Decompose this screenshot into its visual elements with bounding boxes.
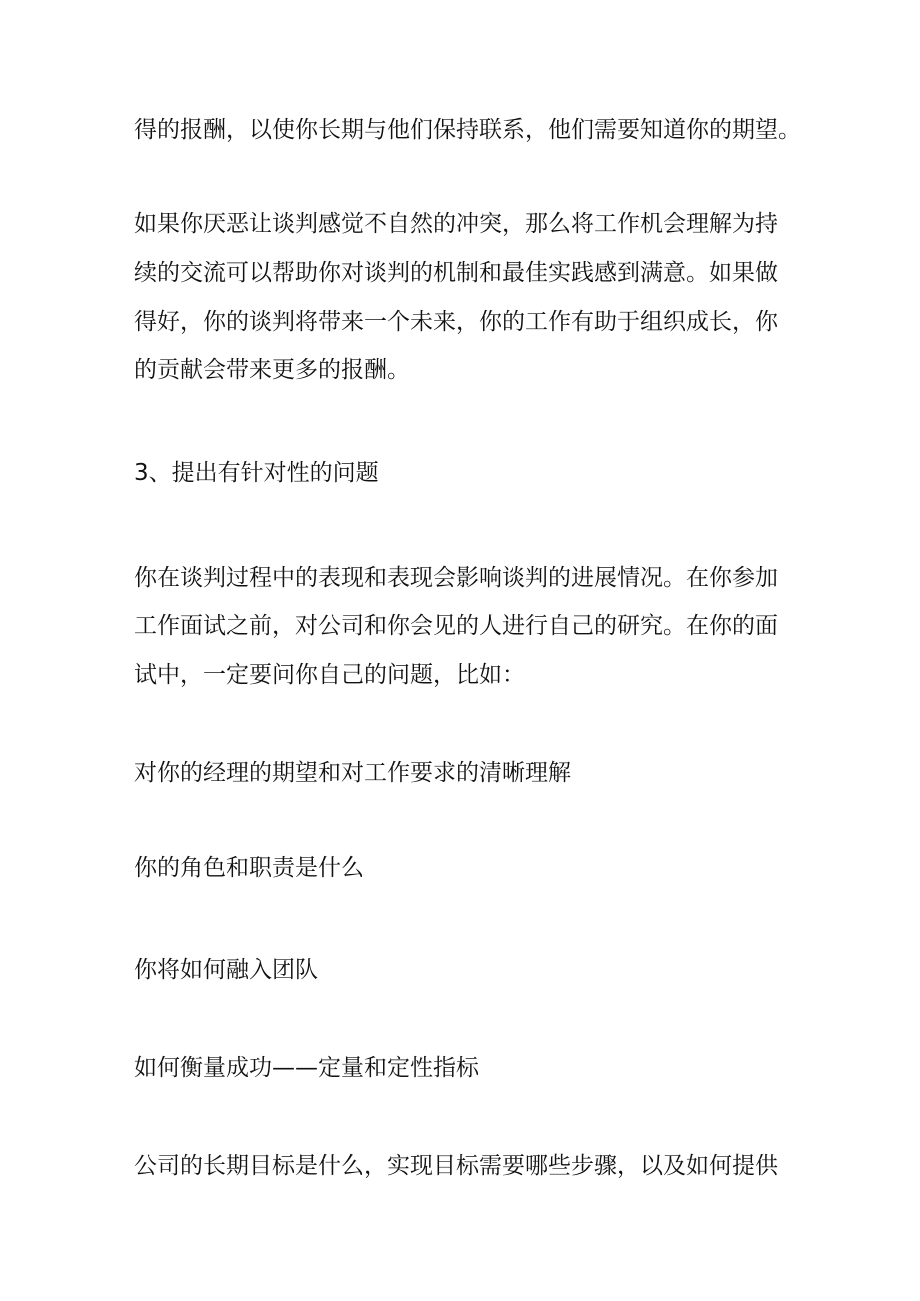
question-item-2: 你的角色和职责是什么 <box>134 855 364 881</box>
question-item-4: 如何衡量成功——定量和定性指标 <box>134 1055 479 1081</box>
question-item-1: 对你的经理的期望和对工作要求的清晰理解 <box>134 760 571 786</box>
paragraph-2-line-3: 得好，你的谈判将带来一个未来，你的工作有助于组织成长，你 <box>134 309 778 335</box>
question-item-3: 你将如何融入团队 <box>134 957 318 983</box>
question-item-5: 公司的长期目标是什么，实现目标需要哪些步骤，以及如何提供 <box>134 1153 778 1179</box>
paragraph-3-line-1: 你在谈判过程中的表现和表现会影响谈判的进展情况。在你参加 <box>134 565 778 591</box>
paragraph-3-line-3: 试中，一定要问你自己的问题，比如： <box>134 662 525 688</box>
paragraph-3-line-2: 工作面试之前，对公司和你会见的人进行自己的研究。在你的面 <box>134 613 778 639</box>
paragraph-2-line-4: 的贡献会带来更多的报酬。 <box>134 357 410 383</box>
paragraph-1-line-1: 得的报酬，以使你长期与他们保持联系，他们需要知道你的期望。 <box>134 117 801 143</box>
paragraph-2-line-1: 如果你厌恶让谈判感觉不自然的冲突，那么将工作机会理解为持 <box>134 211 778 237</box>
section-heading: 3、提出有针对性的问题 <box>134 460 379 486</box>
paragraph-2-line-2: 续的交流可以帮助你对谈判的机制和最佳实践感到满意。如果做 <box>134 260 778 286</box>
